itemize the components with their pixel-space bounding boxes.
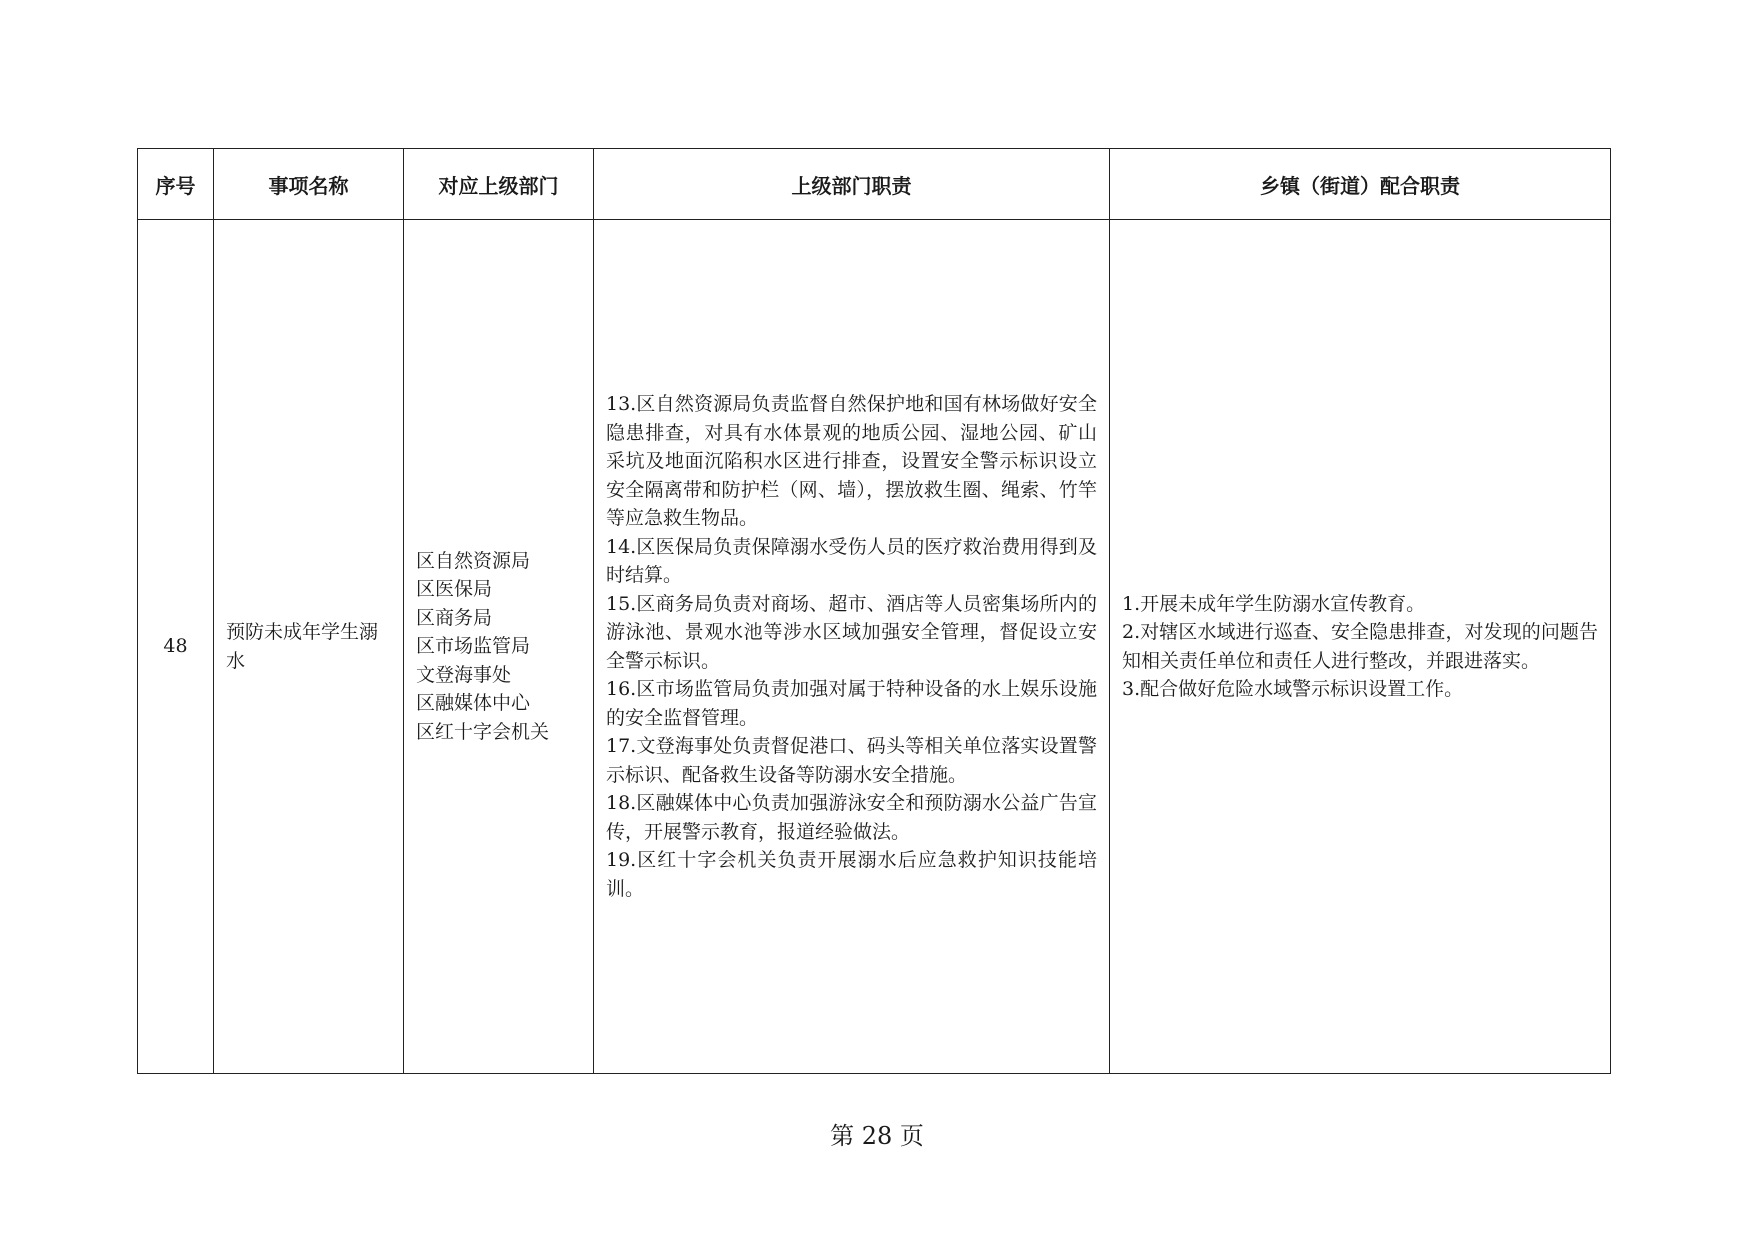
dept-item: 区市场监管局	[416, 635, 531, 658]
header-coop: 乡镇（街道）配合职责	[1110, 149, 1611, 220]
duty-item: 13.区自然资源局负责监督自然保护地和国有林场做好安全隐患排查，对具有水体景观的地质公园、湿地公园、矿山采坑及地面沉陷积水区进行排查，设置安全警示标识设立安全隔离带和防护栏（网、墙），摆放救生圈、绳索、竹竿等应急救生物品。	[606, 393, 1097, 529]
row-duties	[594, 220, 1110, 1074]
page-number: 第 28 页	[830, 1122, 924, 1150]
row-index: 48	[138, 220, 214, 1074]
responsibility-table	[137, 148, 1611, 1074]
dept-item: 区自然资源局	[416, 549, 531, 572]
coop-item: 3.配合做好危险水域警示标识设置工作。	[1122, 678, 1464, 700]
row-coop	[1110, 220, 1611, 1074]
dept-item: 区医保局	[416, 578, 493, 601]
header-index: 序号	[138, 149, 214, 220]
duty-item: 16.区市场监管局负责加强对属于特种设备的水上娱乐设施的安全监督管理。	[606, 678, 1097, 729]
coop-item: 2.对辖区水域进行巡查、安全隐患排查，对发现的问题告知相关责任单位和责任人进行整改，并跟进落实。	[1122, 621, 1598, 672]
duty-item: 18.区融媒体中心负责加强游泳安全和预防溺水公益广告宣传，开展警示教育，报道经验做法。	[606, 792, 1097, 843]
duty-item: 17.文登海事处负责督促港口、码头等相关单位落实设置警示标识、配备救生设备等防溺水安全措施。	[606, 735, 1097, 786]
row-departments	[404, 220, 594, 1074]
table-row	[138, 220, 1611, 1074]
row-item-name: 预防未成年学生溺水	[214, 220, 404, 1074]
duty-item: 14.区医保局负责保障溺水受伤人员的医疗救治费用得到及时结算。	[606, 535, 1097, 586]
coop-item: 1.开展未成年学生防溺水宣传教育。	[1122, 592, 1426, 615]
dept-item: 区融媒体中心	[416, 692, 531, 715]
header-item-name: 事项名称	[214, 149, 404, 220]
duty-item: 19.区红十字会机关负责开展溺水后应急救护知识技能培训。	[606, 849, 1097, 900]
dept-item: 文登海事处	[416, 663, 512, 686]
table-header-row	[138, 149, 1611, 220]
dept-item: 区商务局	[416, 606, 493, 629]
header-dept: 对应上级部门	[404, 149, 594, 220]
duty-item: 15.区商务局负责对商场、超市、酒店等人员密集场所内的游泳池、景观水池等涉水区域加强安全管理，督促设立安全警示标识。	[606, 592, 1097, 672]
header-duty: 上级部门职责	[594, 149, 1110, 220]
dept-item: 区红十字会机关	[416, 720, 550, 743]
